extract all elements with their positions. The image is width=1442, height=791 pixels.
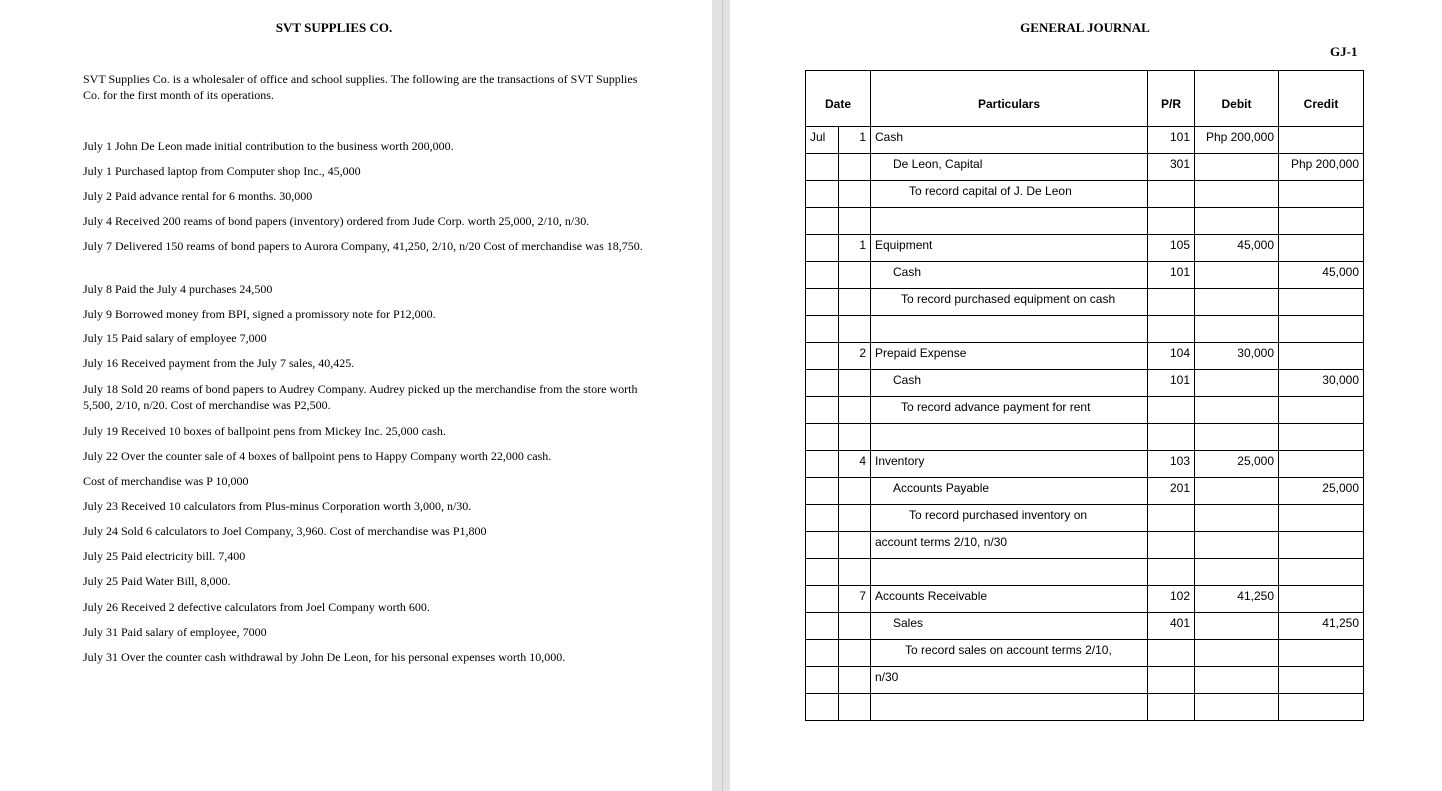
transaction-item: July 22 Over the counter sale of 4 boxes of ballpoint pens to Happy Company worth 22,000 cash.: [83, 449, 552, 463]
particulars-cell: To record purchased inventory on: [871, 505, 1148, 532]
date-day-cell: [839, 370, 871, 397]
date-day-cell: 7: [839, 586, 871, 613]
particulars-cell: [871, 424, 1148, 451]
debit-cell: 30,000: [1195, 343, 1279, 370]
posting-ref-cell: [1148, 667, 1195, 694]
particulars-cell: De Leon, Capital: [871, 154, 1148, 181]
journal-row: [806, 208, 1364, 235]
particulars-cell: [871, 316, 1148, 343]
particulars-cell: Prepaid Expense: [871, 343, 1148, 370]
particulars-cell: [871, 559, 1148, 586]
transaction-item: July 15 Paid salary of employee 7,000: [83, 331, 267, 345]
credit-cell: 41,250: [1279, 613, 1364, 640]
date-day-cell: [839, 613, 871, 640]
debit-cell: [1195, 208, 1279, 235]
journal-row: [806, 370, 1364, 397]
particulars-cell: n/30: [871, 667, 1148, 694]
transaction-item: July 1 John De Leon made initial contribution to the business worth 200,000.: [83, 139, 454, 153]
particulars-cell: To record capital of J. De Leon: [871, 181, 1148, 208]
date-day-cell: [839, 640, 871, 667]
debit-cell: [1195, 370, 1279, 397]
transaction-item: July 7 Delivered 150 reams of bond papers to Aurora Company, 41,250, 2/10, n/20 Cost of merchandise was 18,750.: [83, 239, 643, 253]
journal-row: [806, 586, 1364, 613]
date-month-cell: [806, 613, 839, 640]
date-day-cell: 1: [839, 235, 871, 262]
date-month-cell: [806, 694, 839, 721]
particulars-cell: To record sales on account terms 2/10,: [871, 640, 1148, 667]
particulars-cell: Cash: [871, 262, 1148, 289]
credit-cell: 25,000: [1279, 478, 1364, 505]
credit-cell: 45,000: [1279, 262, 1364, 289]
debit-cell: 41,250: [1195, 586, 1279, 613]
credit-cell: [1279, 667, 1364, 694]
credit-cell: [1279, 532, 1364, 559]
date-day-cell: [839, 208, 871, 235]
date-day-cell: [839, 559, 871, 586]
posting-ref-cell: 101: [1148, 262, 1195, 289]
debit-cell: [1195, 289, 1279, 316]
particulars-cell: Inventory: [871, 451, 1148, 478]
date-month-cell: [806, 640, 839, 667]
date-day-cell: [839, 532, 871, 559]
transaction-item: July 16 Received payment from the July 7 sales, 40,425.: [83, 356, 355, 370]
header-particulars: Particulars: [871, 71, 1148, 127]
journal-row: [806, 451, 1364, 478]
header-pr: P/R: [1148, 71, 1195, 127]
date-day-cell: [839, 424, 871, 451]
date-day-cell: [839, 262, 871, 289]
date-day-cell: [839, 505, 871, 532]
posting-ref-cell: [1148, 640, 1195, 667]
transaction-item: July 19 Received 10 boxes of ballpoint pens from Mickey Inc. 25,000 cash.: [83, 424, 446, 438]
debit-cell: [1195, 505, 1279, 532]
transaction-item: July 4 Received 200 reams of bond papers (inventory) ordered from Jude Corp. worth 25,000, 2/10, n/30.: [83, 214, 590, 228]
particulars-cell: Cash: [871, 370, 1148, 397]
journal-row: [806, 181, 1364, 208]
credit-cell: Php 200,000: [1279, 154, 1364, 181]
posting-ref-cell: [1148, 694, 1195, 721]
posting-ref-cell: [1148, 397, 1195, 424]
transaction-item: July 25 Paid Water Bill, 8,000.: [83, 574, 231, 588]
date-month-cell: [806, 424, 839, 451]
date-day-cell: [839, 316, 871, 343]
posting-ref-cell: 103: [1148, 451, 1195, 478]
intro-paragraph: SVT Supplies Co. is a wholesaler of office and school supplies. The following are the transactions of SVT Supplies Co. for the first month of its operations.: [83, 72, 638, 102]
posting-ref-cell: [1148, 424, 1195, 451]
particulars-cell: Accounts Payable: [871, 478, 1148, 505]
credit-cell: [1279, 559, 1364, 586]
debit-cell: [1195, 478, 1279, 505]
credit-cell: 30,000: [1279, 370, 1364, 397]
credit-cell: [1279, 640, 1364, 667]
posting-ref-cell: 101: [1148, 370, 1195, 397]
transaction-item: Cost of merchandise was P 10,000: [83, 474, 249, 488]
header-date: Date: [806, 71, 871, 127]
date-day-cell: [839, 478, 871, 505]
date-month-cell: [806, 559, 839, 586]
date-month-cell: [806, 478, 839, 505]
debit-cell: [1195, 262, 1279, 289]
journal-header-row: [806, 71, 1364, 127]
credit-cell: [1279, 127, 1364, 154]
date-day-cell: [839, 397, 871, 424]
journal-row: [806, 532, 1364, 559]
transaction-item: July 31 Paid salary of employee, 7000: [83, 625, 267, 639]
posting-ref-cell: 102: [1148, 586, 1195, 613]
transaction-item: July 23 Received 10 calculators from Plus-minus Corporation worth 3,000, n/30.: [83, 499, 472, 513]
transaction-item: July 31 Over the counter cash withdrawal by John De Leon, for his personal expenses worth 10,000.: [83, 650, 566, 664]
particulars-cell: Sales: [871, 613, 1148, 640]
journal-row: [806, 613, 1364, 640]
posting-ref-cell: 105: [1148, 235, 1195, 262]
debit-cell: [1195, 667, 1279, 694]
debit-cell: Php 200,000: [1195, 127, 1279, 154]
debit-cell: [1195, 640, 1279, 667]
journal-row: [806, 559, 1364, 586]
journal-row: [806, 316, 1364, 343]
debit-cell: [1195, 613, 1279, 640]
credit-cell: [1279, 505, 1364, 532]
posting-ref-cell: [1148, 505, 1195, 532]
date-day-cell: [839, 694, 871, 721]
particulars-cell: To record advance payment for rent: [871, 397, 1148, 424]
journal-row: [806, 478, 1364, 505]
posting-ref-cell: [1148, 532, 1195, 559]
general-journal-table: [805, 70, 1364, 721]
credit-cell: [1279, 208, 1364, 235]
date-day-cell: [839, 667, 871, 694]
date-day-cell: [839, 154, 871, 181]
journal-row: [806, 235, 1364, 262]
transaction-item: July 8 Paid the July 4 purchases 24,500: [83, 282, 273, 296]
posting-ref-cell: [1148, 289, 1195, 316]
date-month-cell: [806, 532, 839, 559]
credit-cell: [1279, 343, 1364, 370]
date-month-cell: [806, 451, 839, 478]
posting-ref-cell: [1148, 559, 1195, 586]
particulars-cell: Cash: [871, 127, 1148, 154]
journal-title: GENERAL JOURNAL: [1020, 20, 1150, 35]
transaction-item: July 9 Borrowed money from BPI, signed a promissory note for P12,000.: [83, 307, 436, 321]
credit-cell: [1279, 235, 1364, 262]
transaction-item: July 2 Paid advance rental for 6 months. 30,000: [83, 189, 313, 203]
journal-row: [806, 127, 1364, 154]
header-debit: Debit: [1195, 71, 1279, 127]
posting-ref-cell: [1148, 316, 1195, 343]
journal-row: [806, 694, 1364, 721]
date-month-cell: [806, 370, 839, 397]
date-month-cell: [806, 586, 839, 613]
debit-cell: [1195, 397, 1279, 424]
transaction-item: July 1 Purchased laptop from Computer shop Inc., 45,000: [83, 164, 361, 178]
gutter-divider: [722, 0, 723, 791]
date-month-cell: [806, 316, 839, 343]
journal-row: [806, 505, 1364, 532]
transaction-item: July 26 Received 2 defective calculators from Joel Company worth 600.: [83, 600, 430, 614]
posting-ref-cell: [1148, 181, 1195, 208]
credit-cell: [1279, 424, 1364, 451]
journal-row: [806, 424, 1364, 451]
journal-row: [806, 343, 1364, 370]
date-month-cell: [806, 289, 839, 316]
debit-cell: [1195, 424, 1279, 451]
date-month-cell: [806, 343, 839, 370]
date-month-cell: [806, 505, 839, 532]
posting-ref-cell: 401: [1148, 613, 1195, 640]
particulars-cell: To record purchased equipment on cash: [871, 289, 1148, 316]
credit-cell: [1279, 586, 1364, 613]
date-month-cell: [806, 235, 839, 262]
header-credit: Credit: [1279, 71, 1364, 127]
credit-cell: [1279, 289, 1364, 316]
journal-row: [806, 154, 1364, 181]
credit-cell: [1279, 397, 1364, 424]
posting-ref-cell: 101: [1148, 127, 1195, 154]
debit-cell: [1195, 181, 1279, 208]
debit-cell: 45,000: [1195, 235, 1279, 262]
journal-page-code: GJ-1: [1330, 44, 1358, 59]
page-gutter: [712, 0, 730, 791]
transaction-item: July 18 Sold 20 reams of bond papers to Audrey Company. Audrey picked up the merchandise from the store worth 5,500, 2/10, n/20. Cost of merchandise was P2,500.: [83, 382, 638, 412]
credit-cell: [1279, 181, 1364, 208]
date-day-cell: 2: [839, 343, 871, 370]
debit-cell: 25,000: [1195, 451, 1279, 478]
posting-ref-cell: [1148, 208, 1195, 235]
posting-ref-cell: 301: [1148, 154, 1195, 181]
particulars-cell: Accounts Receivable: [871, 586, 1148, 613]
journal-row: [806, 262, 1364, 289]
credit-cell: [1279, 451, 1364, 478]
credit-cell: [1279, 694, 1364, 721]
debit-cell: [1195, 559, 1279, 586]
date-day-cell: 4: [839, 451, 871, 478]
date-month-cell: [806, 208, 839, 235]
date-day-cell: [839, 181, 871, 208]
transaction-item: July 24 Sold 6 calculators to Joel Company, 3,960. Cost of merchandise was P1,800: [83, 524, 487, 538]
posting-ref-cell: 201: [1148, 478, 1195, 505]
left-page: [0, 0, 712, 791]
date-month-cell: [806, 181, 839, 208]
journal-row: [806, 289, 1364, 316]
posting-ref-cell: 104: [1148, 343, 1195, 370]
date-day-cell: [839, 289, 871, 316]
date-month-cell: [806, 262, 839, 289]
date-day-cell: 1: [839, 127, 871, 154]
journal-row: [806, 667, 1364, 694]
particulars-cell: [871, 694, 1148, 721]
debit-cell: [1195, 316, 1279, 343]
journal-row: [806, 640, 1364, 667]
debit-cell: [1195, 154, 1279, 181]
right-page: [730, 0, 1442, 791]
journal-row: [806, 397, 1364, 424]
date-month-cell: [806, 154, 839, 181]
debit-cell: [1195, 694, 1279, 721]
date-month-cell: [806, 397, 839, 424]
date-month-cell: Jul: [806, 127, 839, 154]
date-month-cell: [806, 667, 839, 694]
particulars-cell: account terms 2/10, n/30: [871, 532, 1148, 559]
transaction-item: July 25 Paid electricity bill. 7,400: [83, 549, 246, 563]
document-title: SVT SUPPLIES CO.: [275, 20, 393, 35]
debit-cell: [1195, 532, 1279, 559]
particulars-cell: Equipment: [871, 235, 1148, 262]
credit-cell: [1279, 316, 1364, 343]
particulars-cell: [871, 208, 1148, 235]
